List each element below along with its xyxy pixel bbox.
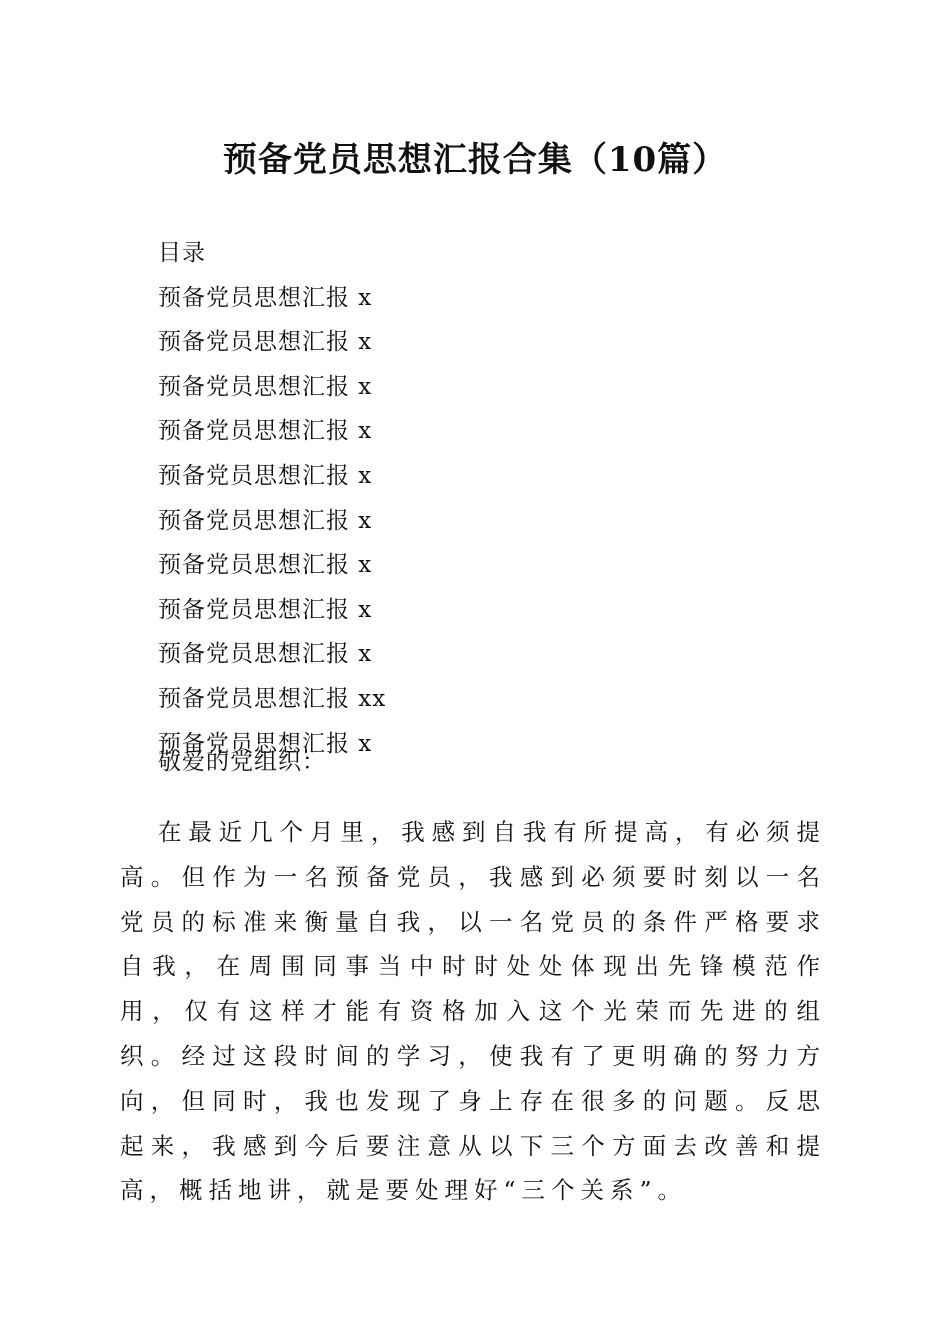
toc-item[interactable]: 预备党员思想汇报 x xyxy=(158,329,373,356)
toc-item[interactable]: 预备党员思想汇报 x xyxy=(158,284,373,311)
toc-item[interactable]: 预备党员思想汇报 x xyxy=(158,507,373,534)
toc-item[interactable]: 预备党员思想汇报 x xyxy=(158,373,373,400)
toc-item[interactable]: 预备党员思想汇报 x xyxy=(158,552,373,579)
body-paragraph: 在最近几个月里，我感到自我有所提高，有必须提高。但作为一名预备党员，我感到必须要时刻以一名党员的标准来衡量自我，以一名党员的条件严格要求自我，在周围同事当中时时处处体现出先锋模范作用，仅有这样才能有资格加入这个光荣而先进的组织。经过这段时间的学习，使我有了更明确的努力方向，但同时，我也发现了身上存在很多的问题。反思起来，我感到今后要注意从以下三个方面去改善和提高，概括地讲，就是要处理好“三个关系”。 xyxy=(120,818,826,1205)
toc-item[interactable]: 预备党员思想汇报 x xyxy=(158,596,373,623)
toc-item[interactable]: 预备党员思想汇报 xx xyxy=(158,685,387,712)
toc-item[interactable]: 预备党员思想汇报 x xyxy=(158,730,373,757)
toc-item[interactable]: 预备党员思想汇报 x xyxy=(158,462,373,489)
toc-heading: 目录 xyxy=(158,240,206,266)
toc-item[interactable]: 预备党员思想汇报 x xyxy=(158,641,373,668)
document-title: 预备党员思想汇报合集（10篇） xyxy=(222,140,728,180)
toc-item[interactable]: 预备党员思想汇报 x xyxy=(158,418,373,445)
table-of-contents xyxy=(158,231,818,766)
salutation: 敬爱的党组织： xyxy=(158,749,326,775)
